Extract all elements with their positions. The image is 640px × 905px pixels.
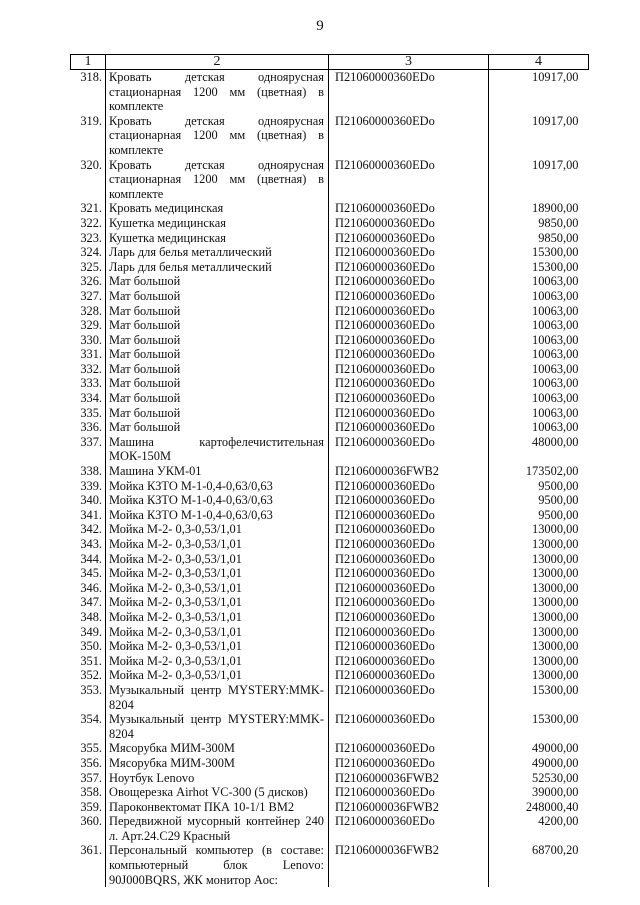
item-price: 52530,00 [489,771,589,786]
item-description: Мат большой [106,318,329,333]
row-number: 320. [71,158,106,202]
row-number: 343. [71,537,106,552]
table-row [71,231,589,246]
table-row [71,537,589,552]
item-price: 10063,00 [489,391,589,406]
item-price: 15300,00 [489,712,589,741]
item-code: П21060000360EDo [329,201,489,216]
row-number: 359. [71,800,106,815]
row-number: 349. [71,625,106,640]
item-code: П21060000360EDo [329,785,489,800]
item-code: П2106000036FWB2 [329,800,489,815]
item-description: Мясорубка МИМ-300М [106,741,329,756]
item-description: Кушетка медицинская [106,231,329,246]
row-number: 355. [71,741,106,756]
item-code: П21060000360EDo [329,289,489,304]
item-code: П21060000360EDo [329,683,489,712]
item-description: Мойка КЗТО М-1-0,4-0,63/0,63 [106,508,329,523]
table-row [71,814,589,843]
table-row [71,289,589,304]
table-row [71,756,589,771]
row-number: 328. [71,304,106,319]
item-description: Мойка М-2- 0,3-0,53/1,01 [106,552,329,567]
item-code: П2106000036FWB2 [329,771,489,786]
table-row [71,566,589,581]
item-code: П21060000360EDo [329,479,489,494]
item-code: П21060000360EDo [329,741,489,756]
item-code: П2106000036FWB2 [329,464,489,479]
item-price: 15300,00 [489,245,589,260]
table-row [71,800,589,815]
table-row [71,216,589,231]
item-price: 15300,00 [489,260,589,275]
row-number: 334. [71,391,106,406]
row-number: 333. [71,376,106,391]
item-description: Мат большой [106,362,329,377]
table-row [71,654,589,669]
item-price: 10917,00 [489,158,589,202]
item-price: 248000,40 [489,800,589,815]
item-description: Мат большой [106,347,329,362]
row-number: 336. [71,420,106,435]
table-row [71,595,589,610]
table-row [71,493,589,508]
item-code: П21060000360EDo [329,508,489,523]
table-row [71,406,589,421]
table-row [71,304,589,319]
item-description: Мойка М-2- 0,3-0,53/1,01 [106,668,329,683]
table-row [71,245,589,260]
item-code: П21060000360EDo [329,654,489,669]
row-number: 350. [71,639,106,654]
item-description: Музыкальный центр MYSTERY:MMK-8204 [106,712,329,741]
table-row [71,114,589,158]
table-row [71,376,589,391]
item-price: 10063,00 [489,420,589,435]
table-row [71,464,589,479]
item-price: 13000,00 [489,654,589,669]
item-price: 9850,00 [489,216,589,231]
row-number: 339. [71,479,106,494]
row-number: 319. [71,114,106,158]
item-code: П21060000360EDo [329,70,489,114]
item-price: 13000,00 [489,625,589,640]
item-code: П21060000360EDo [329,712,489,741]
row-number: 356. [71,756,106,771]
item-code: П21060000360EDo [329,522,489,537]
item-description: Мойка М-2- 0,3-0,53/1,01 [106,610,329,625]
row-number: 322. [71,216,106,231]
page-number: 9 [316,18,324,34]
item-description: Мясорубка МИМ-300М [106,756,329,771]
item-price: 13000,00 [489,668,589,683]
item-description: Передвижной мусорный контейнер 240 л. Арт.24.С29 Красный [106,814,329,843]
table-row [71,274,589,289]
item-description: Мат большой [106,376,329,391]
item-code: П21060000360EDo [329,814,489,843]
item-code: П21060000360EDo [329,260,489,275]
table-row [71,391,589,406]
item-description: Кровать детская одноярусная стационарная 1200 мм (цветная) в комплекте [106,70,329,114]
item-price: 9850,00 [489,231,589,246]
table-row [71,581,589,596]
row-number: 323. [71,231,106,246]
table-row [71,843,589,887]
item-description: Кровать детская одноярусная стационарная 1200 мм (цветная) в комплекте [106,158,329,202]
item-description: Мат большой [106,333,329,348]
item-code: П21060000360EDo [329,610,489,625]
item-code: П21060000360EDo [329,493,489,508]
table-row [71,420,589,435]
item-code: П2106000036FWB2 [329,843,489,887]
item-price: 39000,00 [489,785,589,800]
row-number: 325. [71,260,106,275]
row-number: 354. [71,712,106,741]
item-description: Мойка М-2- 0,3-0,53/1,01 [106,595,329,610]
item-description: Кровать медицинская [106,201,329,216]
row-number: 351. [71,654,106,669]
item-price: 10063,00 [489,362,589,377]
item-price: 48000,00 [489,435,589,464]
table-row [71,712,589,741]
item-code: П21060000360EDo [329,639,489,654]
item-price: 10063,00 [489,274,589,289]
item-code: П21060000360EDo [329,391,489,406]
table-row [71,435,589,464]
item-description: Мойка М-2- 0,3-0,53/1,01 [106,639,329,654]
row-number: 342. [71,522,106,537]
table-row [71,347,589,362]
row-number: 344. [71,552,106,567]
item-price: 10063,00 [489,406,589,421]
item-price: 13000,00 [489,537,589,552]
row-number: 321. [71,201,106,216]
header-col-1: 1 [71,55,106,70]
table-row [71,668,589,683]
table-row [71,785,589,800]
item-price: 10063,00 [489,347,589,362]
item-code: П21060000360EDo [329,245,489,260]
item-description: Мат большой [106,274,329,289]
item-description: Кушетка медицинская [106,216,329,231]
item-price: 9500,00 [489,493,589,508]
item-price: 173502,00 [489,464,589,479]
item-price: 10063,00 [489,376,589,391]
item-price: 18900,00 [489,201,589,216]
item-description: Мойка КЗТО М-1-0,4-0,63/0,63 [106,479,329,494]
table-row [71,610,589,625]
table-row [71,201,589,216]
row-number: 345. [71,566,106,581]
item-price: 68700,20 [489,843,589,887]
item-description: Мойка М-2- 0,3-0,53/1,01 [106,654,329,669]
item-description: Машина УКМ-01 [106,464,329,479]
row-number: 324. [71,245,106,260]
row-number: 352. [71,668,106,683]
item-price: 10917,00 [489,114,589,158]
item-price: 4200,00 [489,814,589,843]
table-row [71,639,589,654]
item-description: Мат большой [106,420,329,435]
item-description: Мат большой [106,406,329,421]
item-price: 13000,00 [489,522,589,537]
row-number: 347. [71,595,106,610]
table-row [71,741,589,756]
item-description: Мойка М-2- 0,3-0,53/1,01 [106,625,329,640]
item-code: П21060000360EDo [329,552,489,567]
item-code: П21060000360EDo [329,566,489,581]
item-code: П21060000360EDo [329,420,489,435]
item-price: 13000,00 [489,566,589,581]
item-description: Персональный компьютер (в составе: компьютерный блок Lenovo: 90J000BQRS, ЖК монитор Aoc: [106,843,329,887]
table-row [71,158,589,202]
row-number: 329. [71,318,106,333]
table-row [71,771,589,786]
item-price: 10063,00 [489,333,589,348]
item-description: Машина картофелечистительная МОК-150М [106,435,329,464]
row-number: 326. [71,274,106,289]
item-code: П21060000360EDo [329,274,489,289]
item-code: П21060000360EDo [329,756,489,771]
item-code: П21060000360EDo [329,406,489,421]
table-row [71,552,589,567]
item-description: Ларь для белья металлический [106,260,329,275]
item-code: П21060000360EDo [329,537,489,552]
item-code: П21060000360EDo [329,216,489,231]
item-code: П21060000360EDo [329,376,489,391]
item-description: Овощерезка Airhot VC-300 (5 дисков) [106,785,329,800]
row-number: 335. [71,406,106,421]
item-price: 10917,00 [489,70,589,114]
item-price: 13000,00 [489,595,589,610]
row-number: 348. [71,610,106,625]
header-col-4: 4 [489,55,589,70]
row-number: 361. [71,843,106,887]
item-code: П21060000360EDo [329,333,489,348]
header-col-2: 2 [106,55,329,70]
item-code: П21060000360EDo [329,668,489,683]
item-description: Мат большой [106,289,329,304]
item-code: П21060000360EDo [329,581,489,596]
item-code: П21060000360EDo [329,347,489,362]
item-price: 9500,00 [489,479,589,494]
item-price: 13000,00 [489,552,589,567]
item-price: 13000,00 [489,639,589,654]
item-description: Мат большой [106,391,329,406]
item-code: П21060000360EDo [329,435,489,464]
item-code: П21060000360EDo [329,595,489,610]
table-row [71,362,589,377]
item-price: 49000,00 [489,741,589,756]
row-number: 338. [71,464,106,479]
inventory-table [70,54,588,887]
table-row [71,683,589,712]
item-price: 15300,00 [489,683,589,712]
item-price: 9500,00 [489,508,589,523]
item-description: Ларь для белья металлический [106,245,329,260]
item-description: Кровать детская одноярусная стационарная 1200 мм (цветная) в комплекте [106,114,329,158]
item-description: Музыкальный центр MYSTERY:MMK-8204 [106,683,329,712]
item-description: Мойка КЗТО М-1-0,4-0,63/0,63 [106,493,329,508]
row-number: 353. [71,683,106,712]
table-row [71,333,589,348]
item-code: П21060000360EDo [329,362,489,377]
item-code: П21060000360EDo [329,114,489,158]
item-code: П21060000360EDo [329,231,489,246]
table-row [71,260,589,275]
item-price: 13000,00 [489,581,589,596]
table-row [71,70,589,114]
item-description: Мат большой [106,304,329,319]
table-row [71,508,589,523]
item-price: 10063,00 [489,289,589,304]
row-number: 358. [71,785,106,800]
row-number: 327. [71,289,106,304]
item-code: П21060000360EDo [329,318,489,333]
row-number: 330. [71,333,106,348]
item-price: 10063,00 [489,318,589,333]
row-number: 318. [71,70,106,114]
item-description: Мойка М-2- 0,3-0,53/1,01 [106,537,329,552]
row-number: 357. [71,771,106,786]
item-description: Мойка М-2- 0,3-0,53/1,01 [106,522,329,537]
table-row [71,625,589,640]
item-price: 13000,00 [489,610,589,625]
row-number: 341. [71,508,106,523]
item-description: Мойка М-2- 0,3-0,53/1,01 [106,566,329,581]
row-number: 332. [71,362,106,377]
table-row [71,318,589,333]
header-col-3: 3 [329,55,489,70]
row-number: 331. [71,347,106,362]
item-code: П21060000360EDo [329,304,489,319]
table-row [71,479,589,494]
item-price: 10063,00 [489,304,589,319]
item-description: Мойка М-2- 0,3-0,53/1,01 [106,581,329,596]
item-description: Пароконвектомат ПКА 10-1/1 ВМ2 [106,800,329,815]
item-code: П21060000360EDo [329,625,489,640]
row-number: 337. [71,435,106,464]
item-price: 49000,00 [489,756,589,771]
table-header-row [71,55,589,70]
row-number: 346. [71,581,106,596]
table-row [71,522,589,537]
row-number: 340. [71,493,106,508]
row-number: 360. [71,814,106,843]
item-description: Ноутбук Lenovo [106,771,329,786]
item-code: П21060000360EDo [329,158,489,202]
